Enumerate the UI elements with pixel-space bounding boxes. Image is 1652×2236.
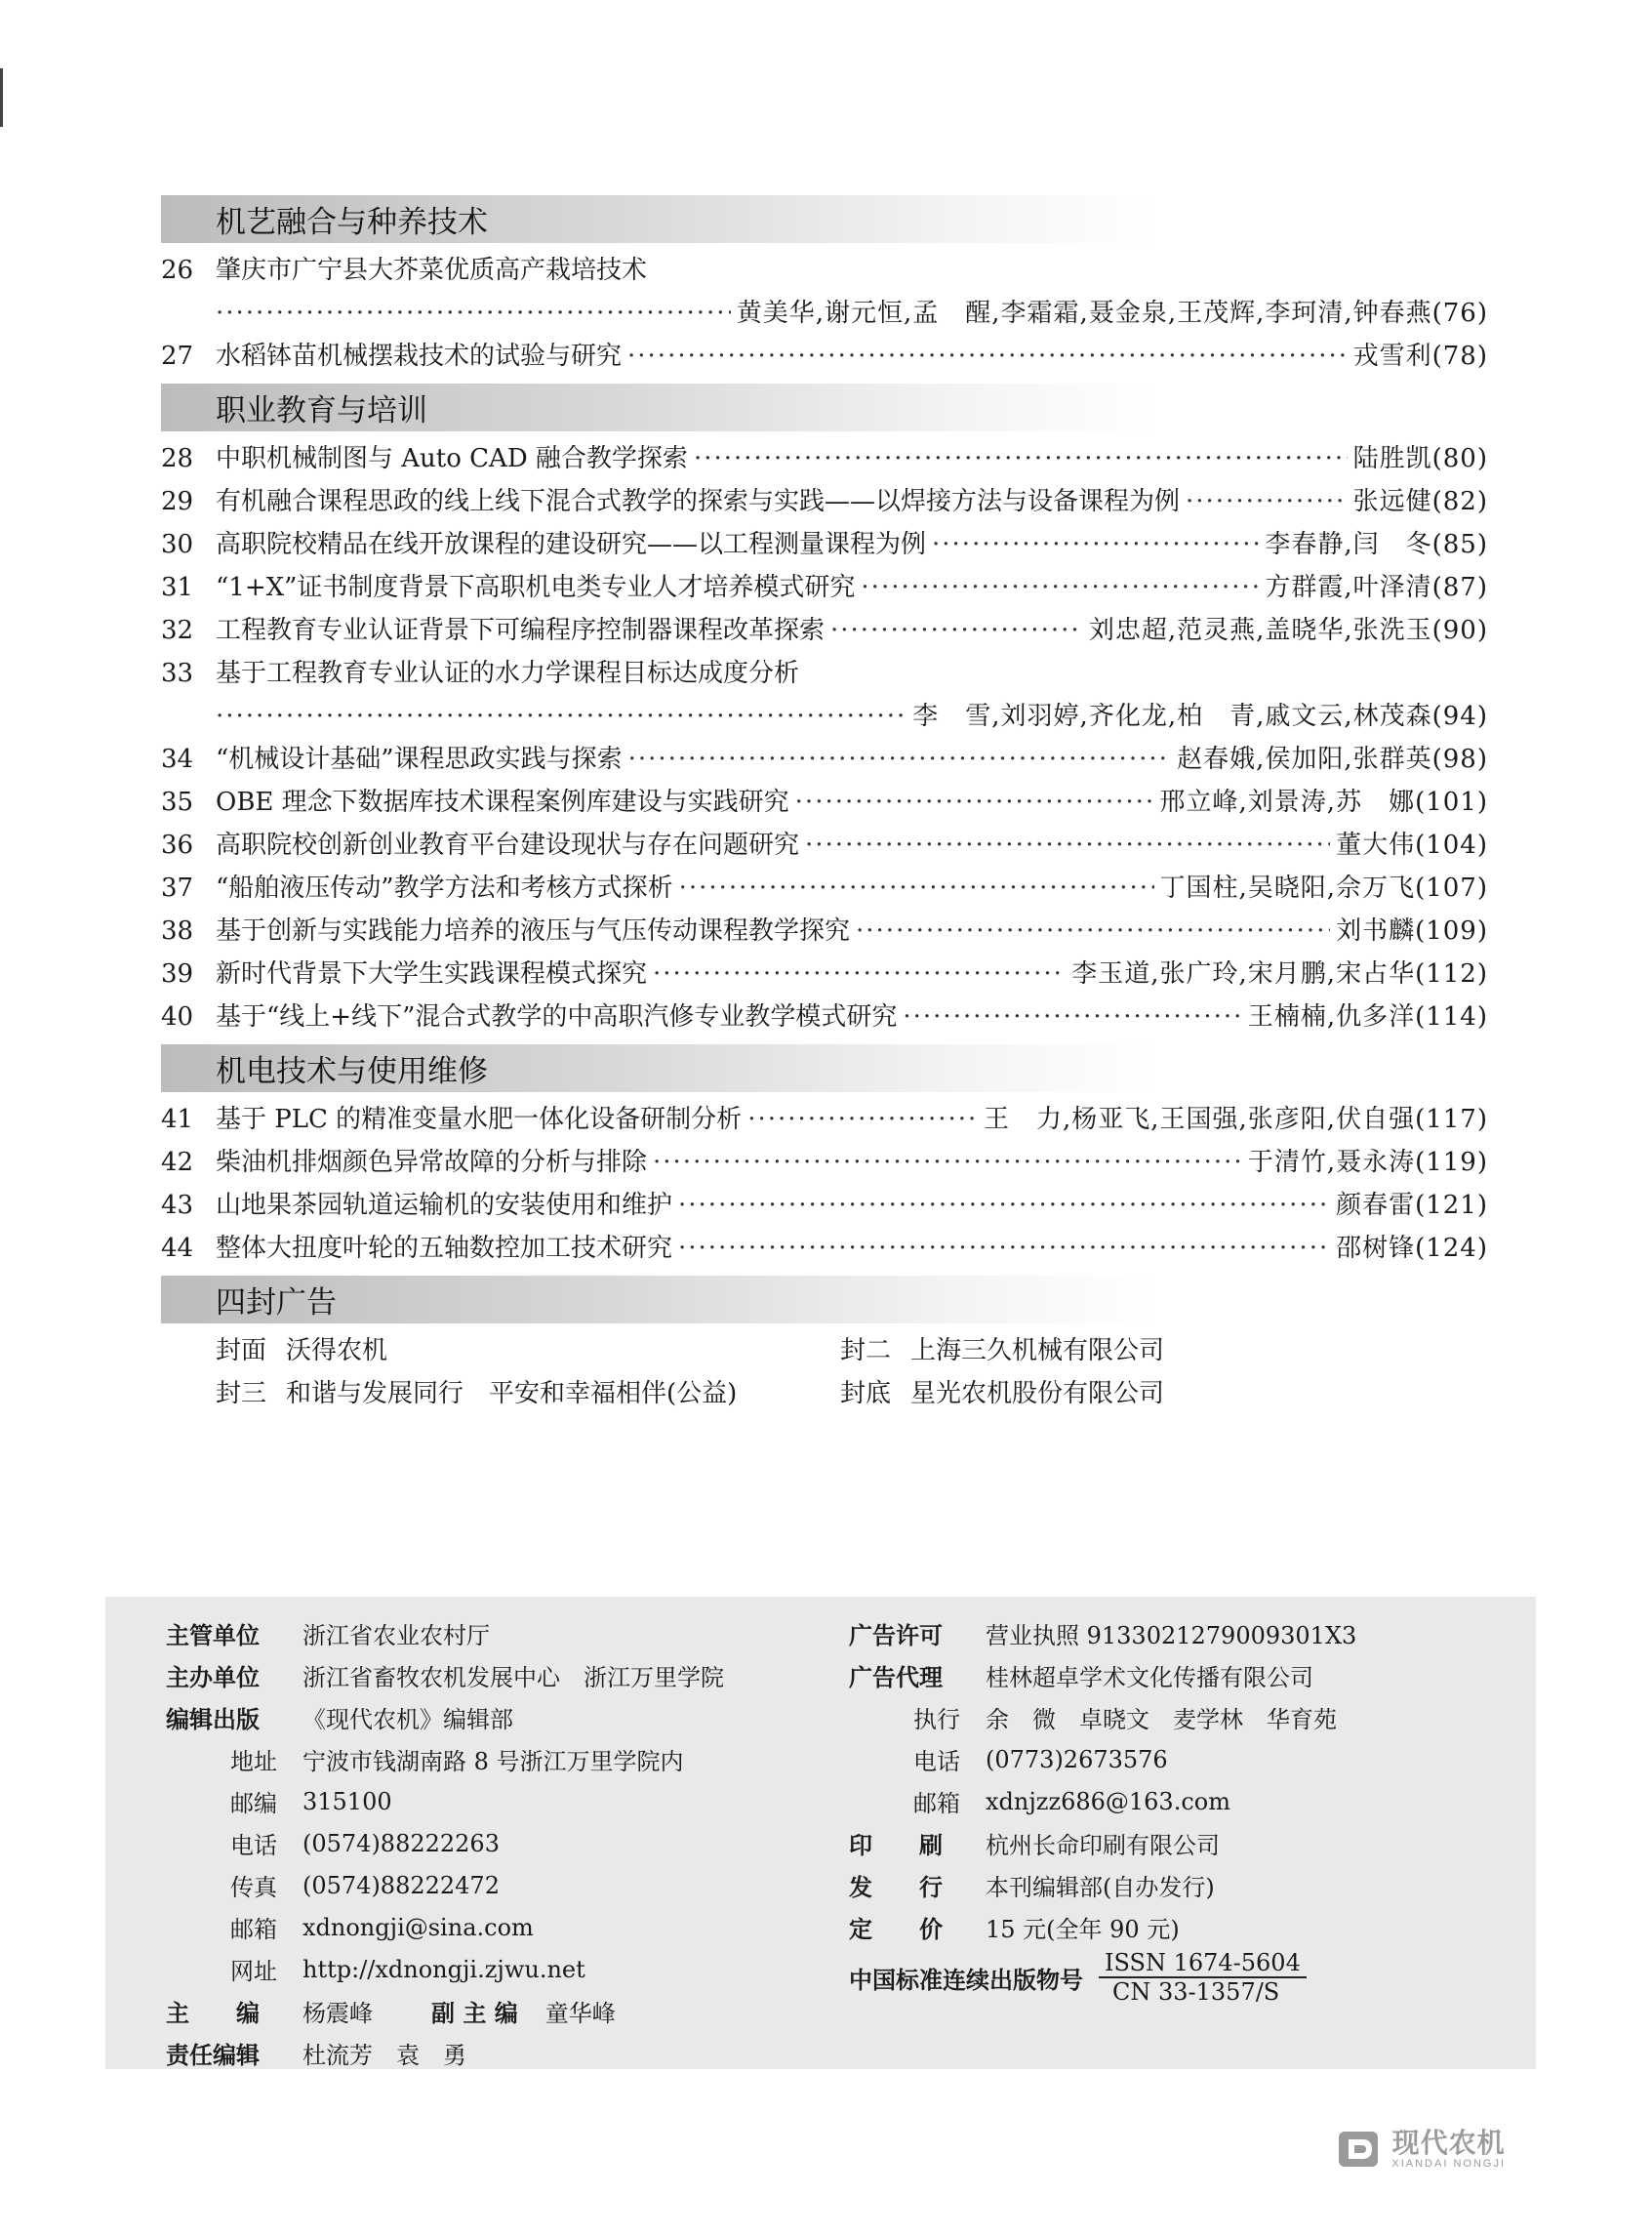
info-ad-agent xyxy=(849,1654,1356,1696)
logo-name: 现代农机 xyxy=(1391,2127,1506,2159)
email-link[interactable]: xdnongji@sina.com xyxy=(302,1913,534,1941)
info-label: 编辑出版 xyxy=(166,1706,260,1733)
publication-info-box xyxy=(105,1597,1536,2069)
info-label: 印 刷 xyxy=(849,1832,943,1859)
info-value: 杭州长命印刷有限公司 xyxy=(986,1832,1220,1859)
toc-entry-31[interactable] xyxy=(161,566,1488,609)
entry-number: 34 xyxy=(161,745,194,774)
toc-entry-26[interactable] xyxy=(161,249,1488,292)
info-address xyxy=(166,1738,724,1780)
entry-authors: 颜春雷(121) xyxy=(1336,1191,1488,1220)
website-link[interactable]: http://xdnongji.zjwu.net xyxy=(302,1955,585,1983)
entry-authors: 张远健(82) xyxy=(1352,487,1488,516)
info-value: (0773)2673576 xyxy=(986,1745,1168,1773)
entry-authors: 邢立峰,刘景涛,苏 娜(101) xyxy=(1159,788,1488,817)
entry-title: 工程教育专业认证背景下可编程序控制器课程改革探索 xyxy=(216,616,826,645)
ad-value: 和谐与发展同行 平安和幸福相伴(公益) xyxy=(286,1379,738,1408)
info-label: 执行 xyxy=(913,1706,960,1733)
leader-dots xyxy=(747,1098,978,1141)
info-label: 邮箱 xyxy=(913,1790,960,1817)
entry-number: 26 xyxy=(161,256,194,285)
entry-number: 27 xyxy=(161,342,194,371)
info-label: 广告许可 xyxy=(849,1622,943,1649)
journal-logo xyxy=(1337,2129,1506,2170)
info-value: 《现代农机》编辑部 xyxy=(302,1706,513,1733)
ad-inside-back xyxy=(216,1374,840,1413)
leader-dots xyxy=(216,695,907,738)
entry-title: “船舶液压传动”教学方法和考核方式探析 xyxy=(216,874,673,903)
ad-back-cover xyxy=(840,1374,1230,1413)
section-header-2: 职业教育与培训 xyxy=(161,384,1488,431)
info-value: 营业执照 9133021279009301X3 xyxy=(986,1622,1357,1649)
entry-title: 山地果茶园轨道运输机的安装使用和维护 xyxy=(216,1191,673,1220)
info-label: 电话 xyxy=(913,1748,960,1775)
entry-title: 肇庆市广宁县大芥菜优质高产栽培技术 xyxy=(216,256,648,285)
info-value: 浙江省畜牧农机发展中心 浙江万里学院 xyxy=(302,1664,724,1691)
toc-entry-29[interactable] xyxy=(161,480,1488,523)
toc-entry-28[interactable] xyxy=(161,437,1488,480)
leader-dots xyxy=(795,781,1154,824)
entry-authors: 刘书麟(109) xyxy=(1336,916,1488,946)
leader-dots xyxy=(805,824,1330,867)
logo-pinyin: XIANDAI NONGJI xyxy=(1391,2158,1506,2170)
entry-authors: 邵树锋(124) xyxy=(1336,1234,1488,1263)
toc-entry-34[interactable] xyxy=(161,738,1488,781)
ad-inside-front xyxy=(840,1331,1230,1370)
ad-front-cover xyxy=(216,1331,840,1370)
leader-dots xyxy=(653,953,1066,996)
info-chief-editors xyxy=(166,1990,724,2032)
info-value: (0574)88222472 xyxy=(302,1871,500,1899)
info-website xyxy=(166,1948,724,1990)
entry-authors: 王 力,杨亚飞,王国强,张彦阳,伏自强(117) xyxy=(984,1105,1488,1134)
info-label: 定 价 xyxy=(849,1916,943,1943)
info-email xyxy=(166,1906,724,1948)
entry-authors: 李春静,闫 冬(85) xyxy=(1265,530,1488,559)
info-printer xyxy=(849,1822,1356,1864)
info-agent-phone xyxy=(849,1738,1356,1780)
leader-dots xyxy=(932,523,1259,566)
info-value: 宁波市钱湖南路 8 号浙江万里学院内 xyxy=(302,1748,684,1775)
info-label: 网址 xyxy=(230,1958,277,1985)
info-label: 责任编辑 xyxy=(166,2042,260,2069)
entry-authors: 黄美华,谢元恒,孟 醒,李霜霜,聂金泉,王茂辉,李珂清,钟春燕(76) xyxy=(736,299,1488,328)
entry-title: 新时代背景下大学生实践课程模式探究 xyxy=(216,959,648,989)
entry-authors: 刘忠超,范灵燕,盖晓华,张洗玉(90) xyxy=(1088,616,1488,645)
info-left-column xyxy=(166,1612,724,2074)
info-value: 童华峰 xyxy=(544,2000,616,2027)
entry-authors: 赵春娥,侯加阳,张群英(98) xyxy=(1177,745,1488,774)
info-price xyxy=(849,1906,1356,1948)
info-exec xyxy=(849,1696,1356,1738)
info-label: 主管单位 xyxy=(166,1622,260,1649)
cn-number: CN 33-1357/S xyxy=(1112,1978,1280,2006)
info-label: 主 编 xyxy=(166,2000,260,2027)
leader-dots xyxy=(678,1184,1330,1227)
ad-label: 封底 xyxy=(840,1379,892,1408)
entry-number: 35 xyxy=(161,788,194,817)
info-value: 浙江省农业农村厅 xyxy=(302,1622,490,1649)
leader-dots xyxy=(653,1141,1242,1184)
section-header-3: 机电技术与使用维修 xyxy=(161,1044,1488,1092)
entry-number: 40 xyxy=(161,1002,194,1032)
entry-authors: 李 雪,刘羽婷,齐化龙,柏 青,戚文云,林茂森(94) xyxy=(912,702,1488,731)
toc-entry-41[interactable] xyxy=(161,1098,1488,1141)
entry-authors: 董大伟(104) xyxy=(1336,831,1488,860)
entry-number: 36 xyxy=(161,831,194,860)
cover-ads xyxy=(161,1331,1488,1413)
toc-entry-44[interactable] xyxy=(161,1227,1488,1270)
info-value: 本刊编辑部(自办发行) xyxy=(986,1874,1215,1901)
info-label: 中国标准连续出版物号 xyxy=(849,1966,1083,1994)
info-right-column xyxy=(849,1612,1356,2007)
page-edge-mark xyxy=(0,68,3,127)
info-sponsor xyxy=(166,1654,724,1696)
entry-title: 基于工程教育专业认证的水力学课程目标达成度分析 xyxy=(216,659,800,688)
ad-value: 上海三久机械有限公司 xyxy=(910,1336,1165,1365)
entry-number: 37 xyxy=(161,874,194,903)
entry-title: “1+X”证书制度背景下高职机电类专业人才培养模式研究 xyxy=(216,573,856,602)
entry-title: 基于 PLC 的精准变量水肥一体化设备研制分析 xyxy=(216,1105,743,1134)
leader-dots xyxy=(628,738,1172,781)
toc-entry-42[interactable] xyxy=(161,1141,1488,1184)
info-value: 桂林超卓学术文化传播有限公司 xyxy=(986,1664,1313,1691)
toc-entry-35[interactable] xyxy=(161,781,1488,824)
info-editor xyxy=(166,1696,724,1738)
info-label: 主办单位 xyxy=(166,1664,260,1691)
entry-title: 柴油机排烟颜色异常故障的分析与排除 xyxy=(216,1148,648,1177)
info-agent-email xyxy=(849,1780,1356,1822)
info-value: 15 元(全年 90 元) xyxy=(986,1916,1180,1943)
toc-entry-38[interactable] xyxy=(161,910,1488,953)
entry-title: OBE 理念下数据库技术课程案例库建设与实践研究 xyxy=(216,788,789,817)
leader-dots xyxy=(216,292,731,335)
table-of-contents xyxy=(161,189,1488,1413)
entry-number: 29 xyxy=(161,487,194,516)
entry-title: 中职机械制图与 Auto CAD 融合教学探索 xyxy=(216,444,688,473)
entry-number: 41 xyxy=(161,1105,194,1134)
leader-dots xyxy=(856,910,1330,953)
issn-block xyxy=(1099,1949,1307,2006)
toc-entry-40[interactable] xyxy=(161,996,1488,1038)
info-label: 传真 xyxy=(230,1874,277,1901)
info-value: 余 微 卓晓文 麦学林 华育苑 xyxy=(986,1706,1337,1733)
toc-entry-27[interactable] xyxy=(161,335,1488,378)
info-label: 广告代理 xyxy=(849,1664,943,1691)
entry-title: 基于“线上+线下”混合式教学的中高职汽修专业教学模式研究 xyxy=(216,1002,898,1032)
entry-number: 31 xyxy=(161,573,194,602)
entry-title: 高职院校创新创业教育平台建设现状与存在问题研究 xyxy=(216,831,800,860)
toc-entry-33-authors xyxy=(161,695,1488,738)
entry-number: 33 xyxy=(161,659,194,688)
info-postcode xyxy=(166,1780,724,1822)
info-label: 电话 xyxy=(230,1832,277,1859)
leader-dots xyxy=(861,566,1259,609)
entry-number: 30 xyxy=(161,530,194,559)
entry-title: 有机融合课程思政的线上线下混合式教学的探索与实践——以焊接方法与设备课程为例 xyxy=(216,487,1181,516)
entry-number: 39 xyxy=(161,959,194,989)
section-header-1: 机艺融合与种养技术 xyxy=(161,195,1488,243)
entry-authors: 丁国柱,吴晓阳,佘万飞(107) xyxy=(1159,874,1488,903)
toc-entry-36[interactable] xyxy=(161,824,1488,867)
info-phone xyxy=(166,1822,724,1864)
leader-dots xyxy=(694,437,1348,480)
entry-title: 整体大扭度叶轮的五轴数控加工技术研究 xyxy=(216,1234,673,1263)
entry-authors: 陆胜凯(80) xyxy=(1352,444,1488,473)
info-serial-number xyxy=(849,1948,1356,2007)
info-ad-license xyxy=(849,1612,1356,1654)
ad-label: 封三 xyxy=(216,1379,267,1408)
toc-entry-30[interactable] xyxy=(161,523,1488,566)
info-label: 邮箱 xyxy=(230,1916,277,1943)
ad-label: 封面 xyxy=(216,1336,267,1365)
leader-dots xyxy=(679,867,1154,910)
leader-dots xyxy=(903,996,1241,1038)
toc-entry-43[interactable] xyxy=(161,1184,1488,1227)
info-value: 315100 xyxy=(302,1787,392,1815)
entry-number: 38 xyxy=(161,916,194,946)
ad-value: 沃得农机 xyxy=(286,1336,388,1365)
entry-authors: 李玉道,张广玲,宋月鹏,宋占华(112) xyxy=(1071,959,1488,989)
section-header-4: 四封广告 xyxy=(161,1276,1488,1323)
info-value: 杜流芳 袁 勇 xyxy=(302,2042,466,2069)
entry-title: 水稻钵苗机械摆栽技术的试验与研究 xyxy=(216,342,623,371)
info-value: 杨震峰 xyxy=(302,2000,373,2027)
info-responsible-editors xyxy=(166,2032,724,2074)
entry-authors: 王楠楠,仇多洋(114) xyxy=(1247,1002,1488,1032)
ad-label: 封二 xyxy=(840,1336,892,1365)
entry-authors: 于清竹,聂永涛(119) xyxy=(1247,1148,1488,1177)
info-supervisor xyxy=(166,1612,724,1654)
toc-entry-32[interactable] xyxy=(161,609,1488,652)
entry-authors: 方群霞,叶泽清(87) xyxy=(1265,573,1488,602)
toc-entry-26-authors xyxy=(161,292,1488,335)
toc-entry-33[interactable] xyxy=(161,652,1488,695)
entry-title: 高职院校精品在线开放课程的建设研究——以工程测量课程为例 xyxy=(216,530,927,559)
entry-number: 43 xyxy=(161,1191,194,1220)
info-distribution xyxy=(849,1864,1356,1906)
leader-dots xyxy=(627,335,1348,378)
info-label: 地址 xyxy=(230,1748,277,1775)
logo-mark-icon xyxy=(1337,2130,1386,2169)
entry-title: 基于创新与实践能力培养的液压与气压传动课程教学探究 xyxy=(216,916,851,946)
leader-dots xyxy=(830,609,1083,652)
info-label: 发 行 xyxy=(849,1874,943,1901)
info-value: (0574)88222263 xyxy=(302,1829,500,1857)
entry-number: 28 xyxy=(161,444,194,473)
email-link[interactable]: xdnjzz686@163.com xyxy=(986,1787,1230,1815)
toc-entry-39[interactable] xyxy=(161,953,1488,996)
entry-title: “机械设计基础”课程思政实践与探索 xyxy=(216,745,623,774)
entry-number: 42 xyxy=(161,1148,194,1177)
entry-number: 32 xyxy=(161,616,194,645)
info-label: 邮编 xyxy=(230,1790,277,1817)
leader-dots xyxy=(1186,480,1348,523)
issn-number: ISSN 1674-5604 xyxy=(1099,1949,1307,1978)
info-label: 副 主 编 xyxy=(431,2000,518,2027)
info-fax xyxy=(166,1864,724,1906)
leader-dots xyxy=(678,1227,1330,1270)
ad-value: 星光农机股份有限公司 xyxy=(910,1379,1165,1408)
entry-number: 44 xyxy=(161,1234,194,1263)
toc-entry-37[interactable] xyxy=(161,867,1488,910)
entry-authors: 戎雪利(78) xyxy=(1352,342,1488,371)
